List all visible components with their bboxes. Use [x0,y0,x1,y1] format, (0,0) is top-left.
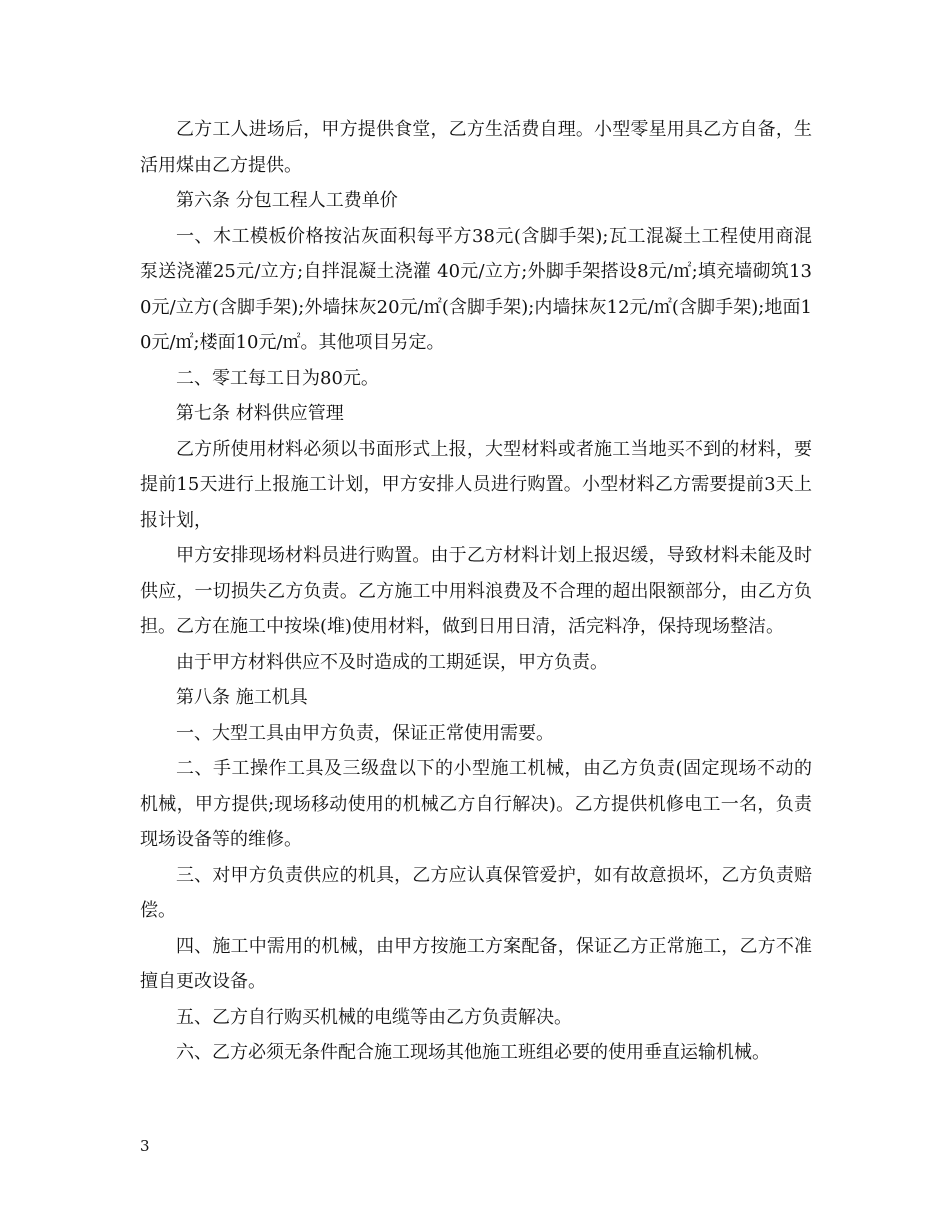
paragraph-large-tools: 一、大型工具由甲方负责，保证正常使用需要。 [176,722,554,744]
paragraph-cables: 五、乙方自行购买机械的电缆等由乙方负责解决。 [176,1006,572,1028]
paragraph-living-arrangements: 乙方工人进场后，甲方提供食堂，乙方生活费自理。小型零星用具乙方自备，生活用煤由乙方提供。 [140,119,812,176]
paragraph-equipment-care: 三、对甲方负责供应的机具，乙方应认真保管爱护，如有故意损坏，乙方负责赔偿。 [140,864,812,921]
page-number: 3 [140,1137,150,1155]
heading-article-8: 第八条 施工机具 [176,687,308,708]
document-body [140,112,812,1071]
paragraph-vertical-transport: 六、乙方必须无条件配合施工现场其他施工班组必要的使用垂直运输机械。 [176,1042,770,1063]
paragraph-labor-unit-prices: 一、木工模板价格按沾灰面积每平方38元(含脚手架);瓦工混凝土工程使用商混泵送浇灌25元/立方;自拌混凝土浇灌 40元/立方;外脚手架搭设8元/㎡;填充墙砌筑130元/立方(含脚手架);外墙抹灰20元/㎡(含脚手架);内墙抹灰12元/㎡(含脚手架);地面10元/㎡;楼面10元/㎡。其他项目另定。 [140,225,812,353]
paragraph-supply-delay: 由于甲方材料供应不及时造成的工期延误，甲方负责。 [176,651,608,673]
paragraph-hand-tools: 二、手工操作工具及三级盘以下的小型施工机械，由乙方负责(固定现场不动的机械，甲方提供;现场移动使用的机械乙方自行解决)。乙方提供机修电工一名，负责现场设备等的维修。 [140,758,812,850]
paragraph-machinery-allocation: 四、施工中需用的机械，由甲方按施工方案配备，保证乙方正常施工，乙方不准擅自更改设备。 [140,935,812,992]
heading-article-7: 第七条 材料供应管理 [176,403,344,424]
heading-article-6: 第六条 分包工程人工费单价 [176,190,398,211]
paragraph-material-purchase: 甲方安排现场材料员进行购置。由于乙方材料计划上报迟缓，导致材料未能及时供应，一切损失乙方负责。乙方施工中用料浪费及不合理的超出限额部分，由乙方负担。乙方在施工中按垛(堆)使用材料，做到日用日清，活完料净，保持现场整洁。 [140,545,812,637]
paragraph-odd-job-rate: 二、零工每工日为80元。 [176,367,379,389]
paragraph-material-reporting: 乙方所使用材料必须以书面形式上报，大型材料或者施工当地买不到的材料，要提前15天进行上报施工计划，甲方安排人员进行购置。小型材料乙方需要提前3天上报计划， [140,438,812,531]
